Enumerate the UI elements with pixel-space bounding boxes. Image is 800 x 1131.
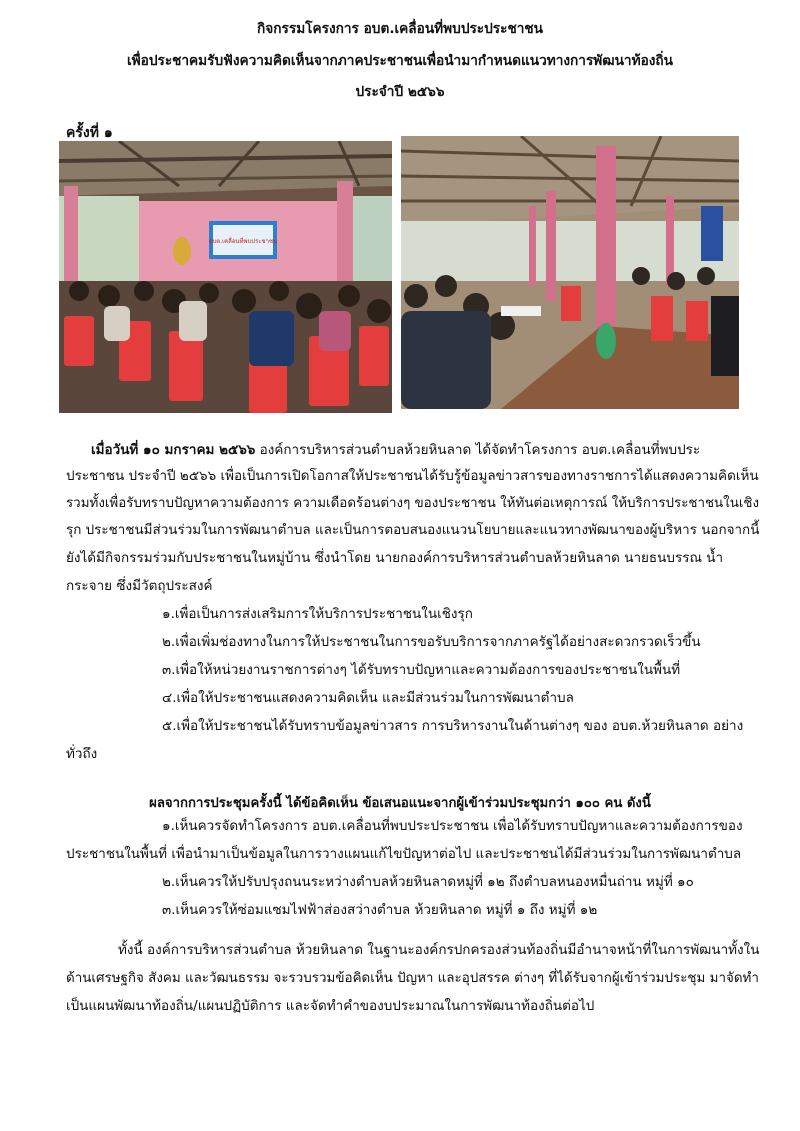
- result-item-2: ๒.เห็นควรให้ปรับปรุงถนนระหว่างตำบลห้วยหินลาดหมู่ที่ ๑๒ ถึงตำบลหนองหมื่นถ่าน หมู่ที่ ๑๐: [162, 874, 694, 890]
- session-label: ครั้งที่ ๑: [66, 125, 113, 141]
- objective-item: ๕.เพื่อให้ประชาชนได้รับทราบข้อมูลข่าวสาร การบริหารงานในด้านต่างๆ ของ อบต.ห้วยหินลาด อย่าง: [162, 718, 744, 734]
- objective-item: ๑.เพื่อเป็นการส่งเสริมการให้บริการประชาชนในเชิงรุก: [162, 606, 473, 622]
- intro-line-6: กระจาย ซึ่งมีวัตถุประสงค์: [66, 578, 213, 594]
- document-title: กิจกรรมโครงการ อบต.เคลื่อนที่พบประประชาชน: [257, 21, 543, 37]
- objective-item: ๒.เพื่อเพิ่มช่องทางในการให้ประชาชนในการขอรับบริการจากภาครัฐได้อย่างสะดวกรวดเร็วขึ้น: [162, 634, 701, 650]
- closing-line-2: ด้านเศรษฐกิจ สังคม และวัฒนธรรม จะรวบรวมข้อคิดเห็น ปัญหา และอุปสรรค ต่างๆ ที่ได้รับจากผู้เข้าร่วมประชุม มาจัดทำ: [66, 971, 759, 986]
- intro-line-2: ประชาชน ประจำปี ๒๕๖๖ เพื่อเป็นการเปิดโอกาสให้ประชาชนได้รับรู้ข้อมูลข่าวสารของทางราชการได้แสดงความคิดเห็น: [66, 468, 759, 484]
- results-heading: ผลจากการประชุมครั้งนี้ ได้ข้อคิดเห็น ข้อเสนอแนะจากผู้เข้าร่วมประชุมกว่า ๑๐๐ คน ดังนี้: [149, 796, 651, 811]
- intro-line-1-text: องค์การบริหารส่วนตำบลห้วยหินลาด ได้จัดทำโครงการ อบต.เคลื่อนที่พบประ: [255, 442, 701, 458]
- photo-banner-text: อบต.เคลื่อนที่พบประชาชน: [208, 238, 278, 245]
- result-item-1: ๑.เห็นควรจัดทำโครงการ อบต.เคลื่อนที่พบประประชาชน เพื่อได้รับทราบปัญหาและความต้องการของ: [162, 818, 743, 834]
- closing-line-1: ทั้งนี้ องค์การบริหารส่วนตำบล ห้วยหินลาด ในฐานะองค์กรปกครองส่วนท้องถิ่นมีอำนาจหน้าที่ในการพัฒนาทั้งใน: [118, 942, 760, 958]
- intro-line-5: ยังได้มีกิจกรรมร่วมกับประชาชนในหมู่บ้าน ซึ่งนำโดย นายกองค์การบริหารส่วนตำบลห้วยหินลาด นายธนบรรณ น้ำ: [66, 550, 724, 566]
- intro-line-4: รุก ประชาชนมีส่วนร่วมในการพัฒนาตำบล และเป็นการตอบสนองแนวนโยบายและแนวทางพัฒนาของผู้บริหาร นอกจากนี้: [66, 523, 760, 538]
- document-subtitle: เพื่อประชาคมรับฟังความคิดเห็นจากภาคประชาชนเพื่อนำมากำหนดแนวทางการพัฒนาท้องถิ่น: [126, 53, 674, 69]
- meeting-photo-1: [59, 141, 392, 413]
- closing-line-3: เป็นแผนพัฒนาท้องถิ่น/แผนปฏิบัติการ และจัดทำคำของบประมาณในการพัฒนาท้องถิ่นต่อไป: [66, 998, 595, 1014]
- result-item-3: ๓.เห็นควรให้ซ่อมแซมไฟฟ้าส่องสว่างตำบล ห้วยหินลาด หมู่ที่ ๑ ถึง หมู่ที่ ๑๒: [162, 902, 598, 918]
- objective-item-continuation: ทั่วถึง: [66, 746, 98, 762]
- document-year: ประจำปี ๒๕๖๖: [355, 84, 445, 100]
- objective-item: ๓.เพื่อให้หน่วยงานราชการต่างๆ ได้รับทราบปัญหาและความต้องการของประชาชนในพื้นที่: [162, 662, 681, 678]
- intro-line-1: [91, 444, 700, 458]
- meeting-photo-2: [401, 136, 739, 409]
- meeting-date: เมื่อวันที่ ๑๐ มกราคม ๒๕๖๖: [91, 442, 256, 458]
- objective-item: ๔.เพื่อให้ประชาชนแสดงความคิดเห็น และมีส่วนร่วมในการพัฒนาตำบล: [162, 690, 574, 706]
- intro-line-3: รวมทั้งเพื่อรับทราบปัญหาความต้องการ ความเดือดร้อนต่างๆ ของประชาชน ให้ทันต่อเหตุการณ์ ให้บริการประชาชนในเชิง: [66, 496, 760, 511]
- result-item-1-cont: ประชาชนในพื้นที่ เพื่อนำมาเป็นข้อมูลในการวางแผนแก้ไขปัญหาต่อไป และประชาชนได้มีส่วนร่วมในการพัฒนาตำบล: [66, 846, 742, 862]
